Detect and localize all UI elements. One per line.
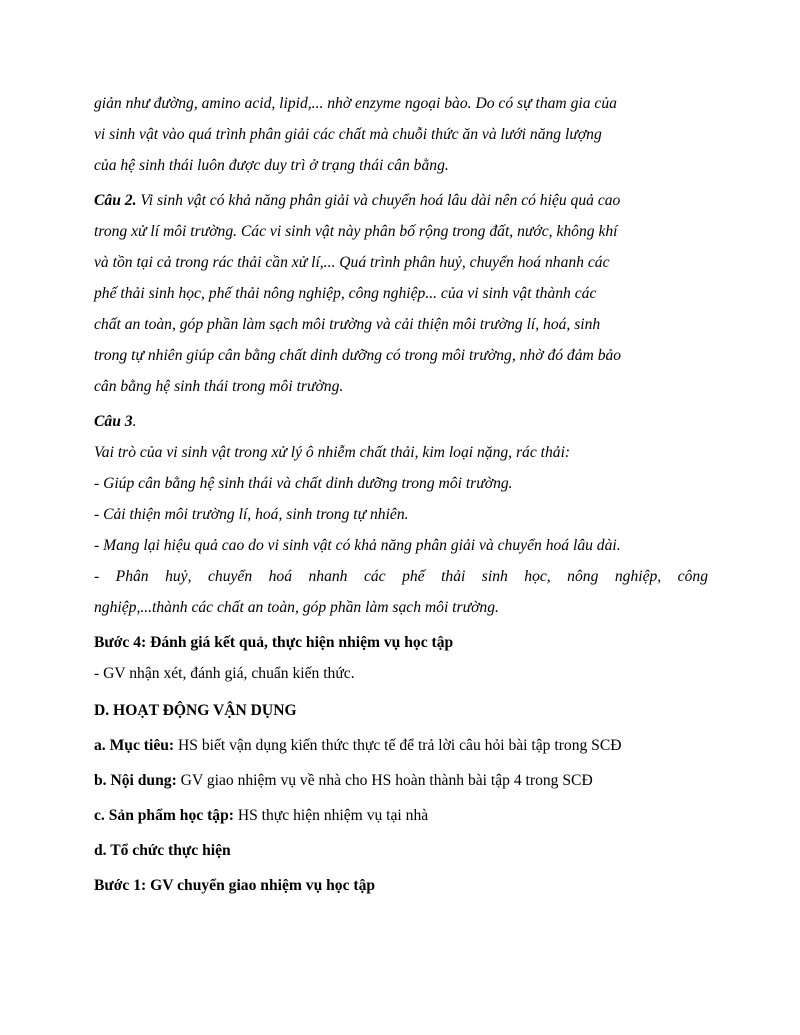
section-d bbox=[94, 695, 708, 901]
cau-2-first-line-text: Vi sinh vật có khả năng phân giải và chuyển hoá lâu dài nên có hiệu quả cao bbox=[136, 192, 621, 209]
cau-3-label-suffix: . bbox=[132, 413, 137, 430]
san-pham-label: c. Sản phẩm học tập: bbox=[94, 807, 234, 824]
paragraph-1-line: vi sinh vật vào quá trình phân giải các chất mà chuỗi thức ăn và lưới năng lượng bbox=[94, 126, 602, 143]
to-chuc-heading: d. Tổ chức thực hiện bbox=[94, 842, 231, 859]
paragraph-1 bbox=[94, 88, 708, 181]
cau-2-first-line bbox=[94, 185, 708, 216]
muc-tieu-label: a. Mục tiêu: bbox=[94, 737, 175, 754]
document-page bbox=[94, 88, 708, 901]
cau-3-bullet: - Mang lại hiệu quả cao do vi sinh vật có khả năng phân giải và chuyển hoá lâu dài. bbox=[94, 537, 621, 554]
cau-2-label: Câu 2. bbox=[94, 192, 137, 209]
cau-3-bullet-last-line-2: nghiệp,...thành các chất an toàn, góp phần làm sạch môi trường. bbox=[94, 599, 499, 616]
muc-tieu-line bbox=[94, 730, 708, 761]
paragraph-1-line: của hệ sinh thái luôn được duy trì ở trạng thái cân bằng. bbox=[94, 157, 449, 174]
cau-2-answer bbox=[94, 185, 708, 402]
cau-2-line: phế thải sinh học, phế thải nông nghiệp, công nghiệp... của vi sinh vật thành các bbox=[94, 285, 597, 302]
cau-2-line: cân bằng hệ sinh thái trong môi trường. bbox=[94, 378, 344, 395]
cau-3-label: Câu 3 bbox=[94, 413, 133, 430]
san-pham-text: HS thực hiện nhiệm vụ tại nhà bbox=[233, 807, 429, 824]
cau-2-line: trong xử lí môi trường. Các vi sinh vật này phân bố rộng trong đất, nước, không khí bbox=[94, 223, 618, 240]
cau-3-answer bbox=[94, 406, 708, 623]
buoc-4-section bbox=[94, 627, 708, 689]
san-pham-line bbox=[94, 800, 708, 831]
noi-dung-label: b. Nội dung: bbox=[94, 772, 177, 789]
noi-dung-line bbox=[94, 765, 708, 796]
cau-2-line: và tồn tại cả trong rác thải cần xử lí,... Quá trình phân huỷ, chuyển hoá nhanh các bbox=[94, 254, 610, 271]
cau-3-heading bbox=[94, 406, 708, 437]
buoc-4-text: - GV nhận xét, đánh giá, chuẩn kiến thức. bbox=[94, 665, 355, 682]
section-d-heading: D. HOẠT ĐỘNG VẬN DỤNG bbox=[94, 702, 297, 719]
buoc-4-heading: Bước 4: Đánh giá kết quả, thực hiện nhiệm vụ học tập bbox=[94, 634, 454, 651]
cau-3-bullet: - Cải thiện môi trường lí, hoá, sinh trong tự nhiên. bbox=[94, 506, 409, 523]
cau-3-bullet-last-line-1: - Phân huỷ, chuyển hoá nhanh các phế thải sinh học, nông nghiệp, công bbox=[94, 568, 708, 585]
cau-3-intro: Vai trò của vi sinh vật trong xử lý ô nhiễm chất thải, kim loại nặng, rác thải: bbox=[94, 444, 571, 461]
noi-dung-text: GV giao nhiệm vụ về nhà cho HS hoàn thành bài tập 4 trong SCĐ bbox=[176, 772, 593, 789]
cau-2-line: trong tự nhiên giúp cân bằng chất dinh dưỡng có trong môi trường, nhờ đó đảm bảo bbox=[94, 347, 622, 364]
paragraph-1-line: giản như đường, amino acid, lipid,... nhờ enzyme ngoại bào. Do có sự tham gia của bbox=[94, 95, 617, 112]
cau-2-line: chất an toàn, góp phần làm sạch môi trường và cải thiện môi trường lí, hoá, sinh bbox=[94, 316, 601, 333]
muc-tieu-text: HS biết vận dụng kiến thức thực tế để trả lời câu hỏi bài tập trong SCĐ bbox=[174, 737, 622, 754]
buoc-1-heading: Bước 1: GV chuyển giao nhiệm vụ học tập bbox=[94, 877, 376, 894]
cau-3-bullet: - Giúp cân bằng hệ sinh thái và chất dinh dưỡng trong môi trường. bbox=[94, 475, 513, 492]
